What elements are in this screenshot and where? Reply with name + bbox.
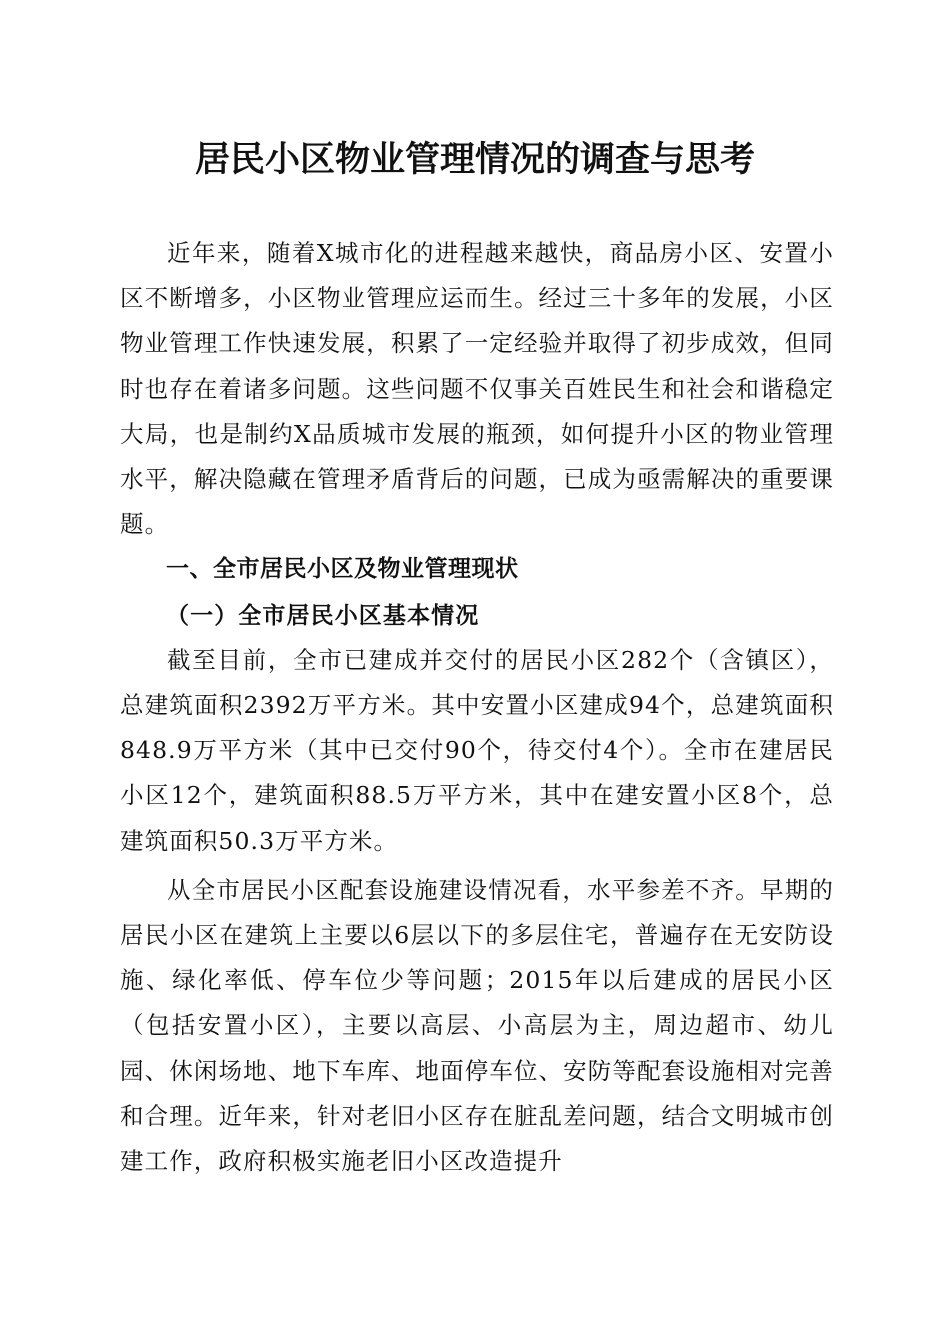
facilities-paragraph: 从全市居民小区配套设施建设情况看，水平参差不齐。早期的居民小区在建筑上主要以6层以下的多层住宅，普遍存在无安防设施、绿化率低、停车位少等问题；2015年以后建成的居民小区（包括安置小区），主要以高层、小高层为主，周边超市、幼儿园、休闲场地、地下车库、地面停车位、安防等配套设施相对完善和合理。近年来，针对老旧小区存在脏乱差问题，结合文明城市创建工作，政府积极实施老旧小区改造提升 — [120, 875, 834, 1176]
statistics-paragraph: 截至目前，全市已建成并交付的居民小区282个（含镇区），总建筑面积2392万平方米。其中安置小区建成94个，总建筑面积848.9万平方米（其中已交付90个，待交付4个）。全市在建居民小区12个，建筑面积88.5万平方米，其中在建安置小区8个，总建筑面积50.3万平方米。 — [120, 645, 834, 855]
document-title: 居民小区物业管理情况的调查与思考 — [194, 139, 755, 180]
subsection-heading-1: （一）全市居民小区基本情况 — [166, 601, 480, 629]
intro-paragraph: 近年来，随着X城市化的进程越来越快，商品房小区、安置小区不断增多，小区物业管理应运而生。经过三十多年的发展，小区物业管理工作快速发展，积累了一定经验并取得了初步成效，但同时也存在着诸多问题。这些问题不仅事关百姓民生和社会和谐稳定大局，也是制约X品质城市发展的瓶颈，如何提升小区的物业管理水平，解决隐藏在管理矛盾背后的问题，已成为亟需解决的重要课题。 — [120, 239, 834, 539]
section-heading-1: 一、全市居民小区及物业管理现状 — [166, 556, 519, 583]
document-body — [120, 231, 834, 1184]
